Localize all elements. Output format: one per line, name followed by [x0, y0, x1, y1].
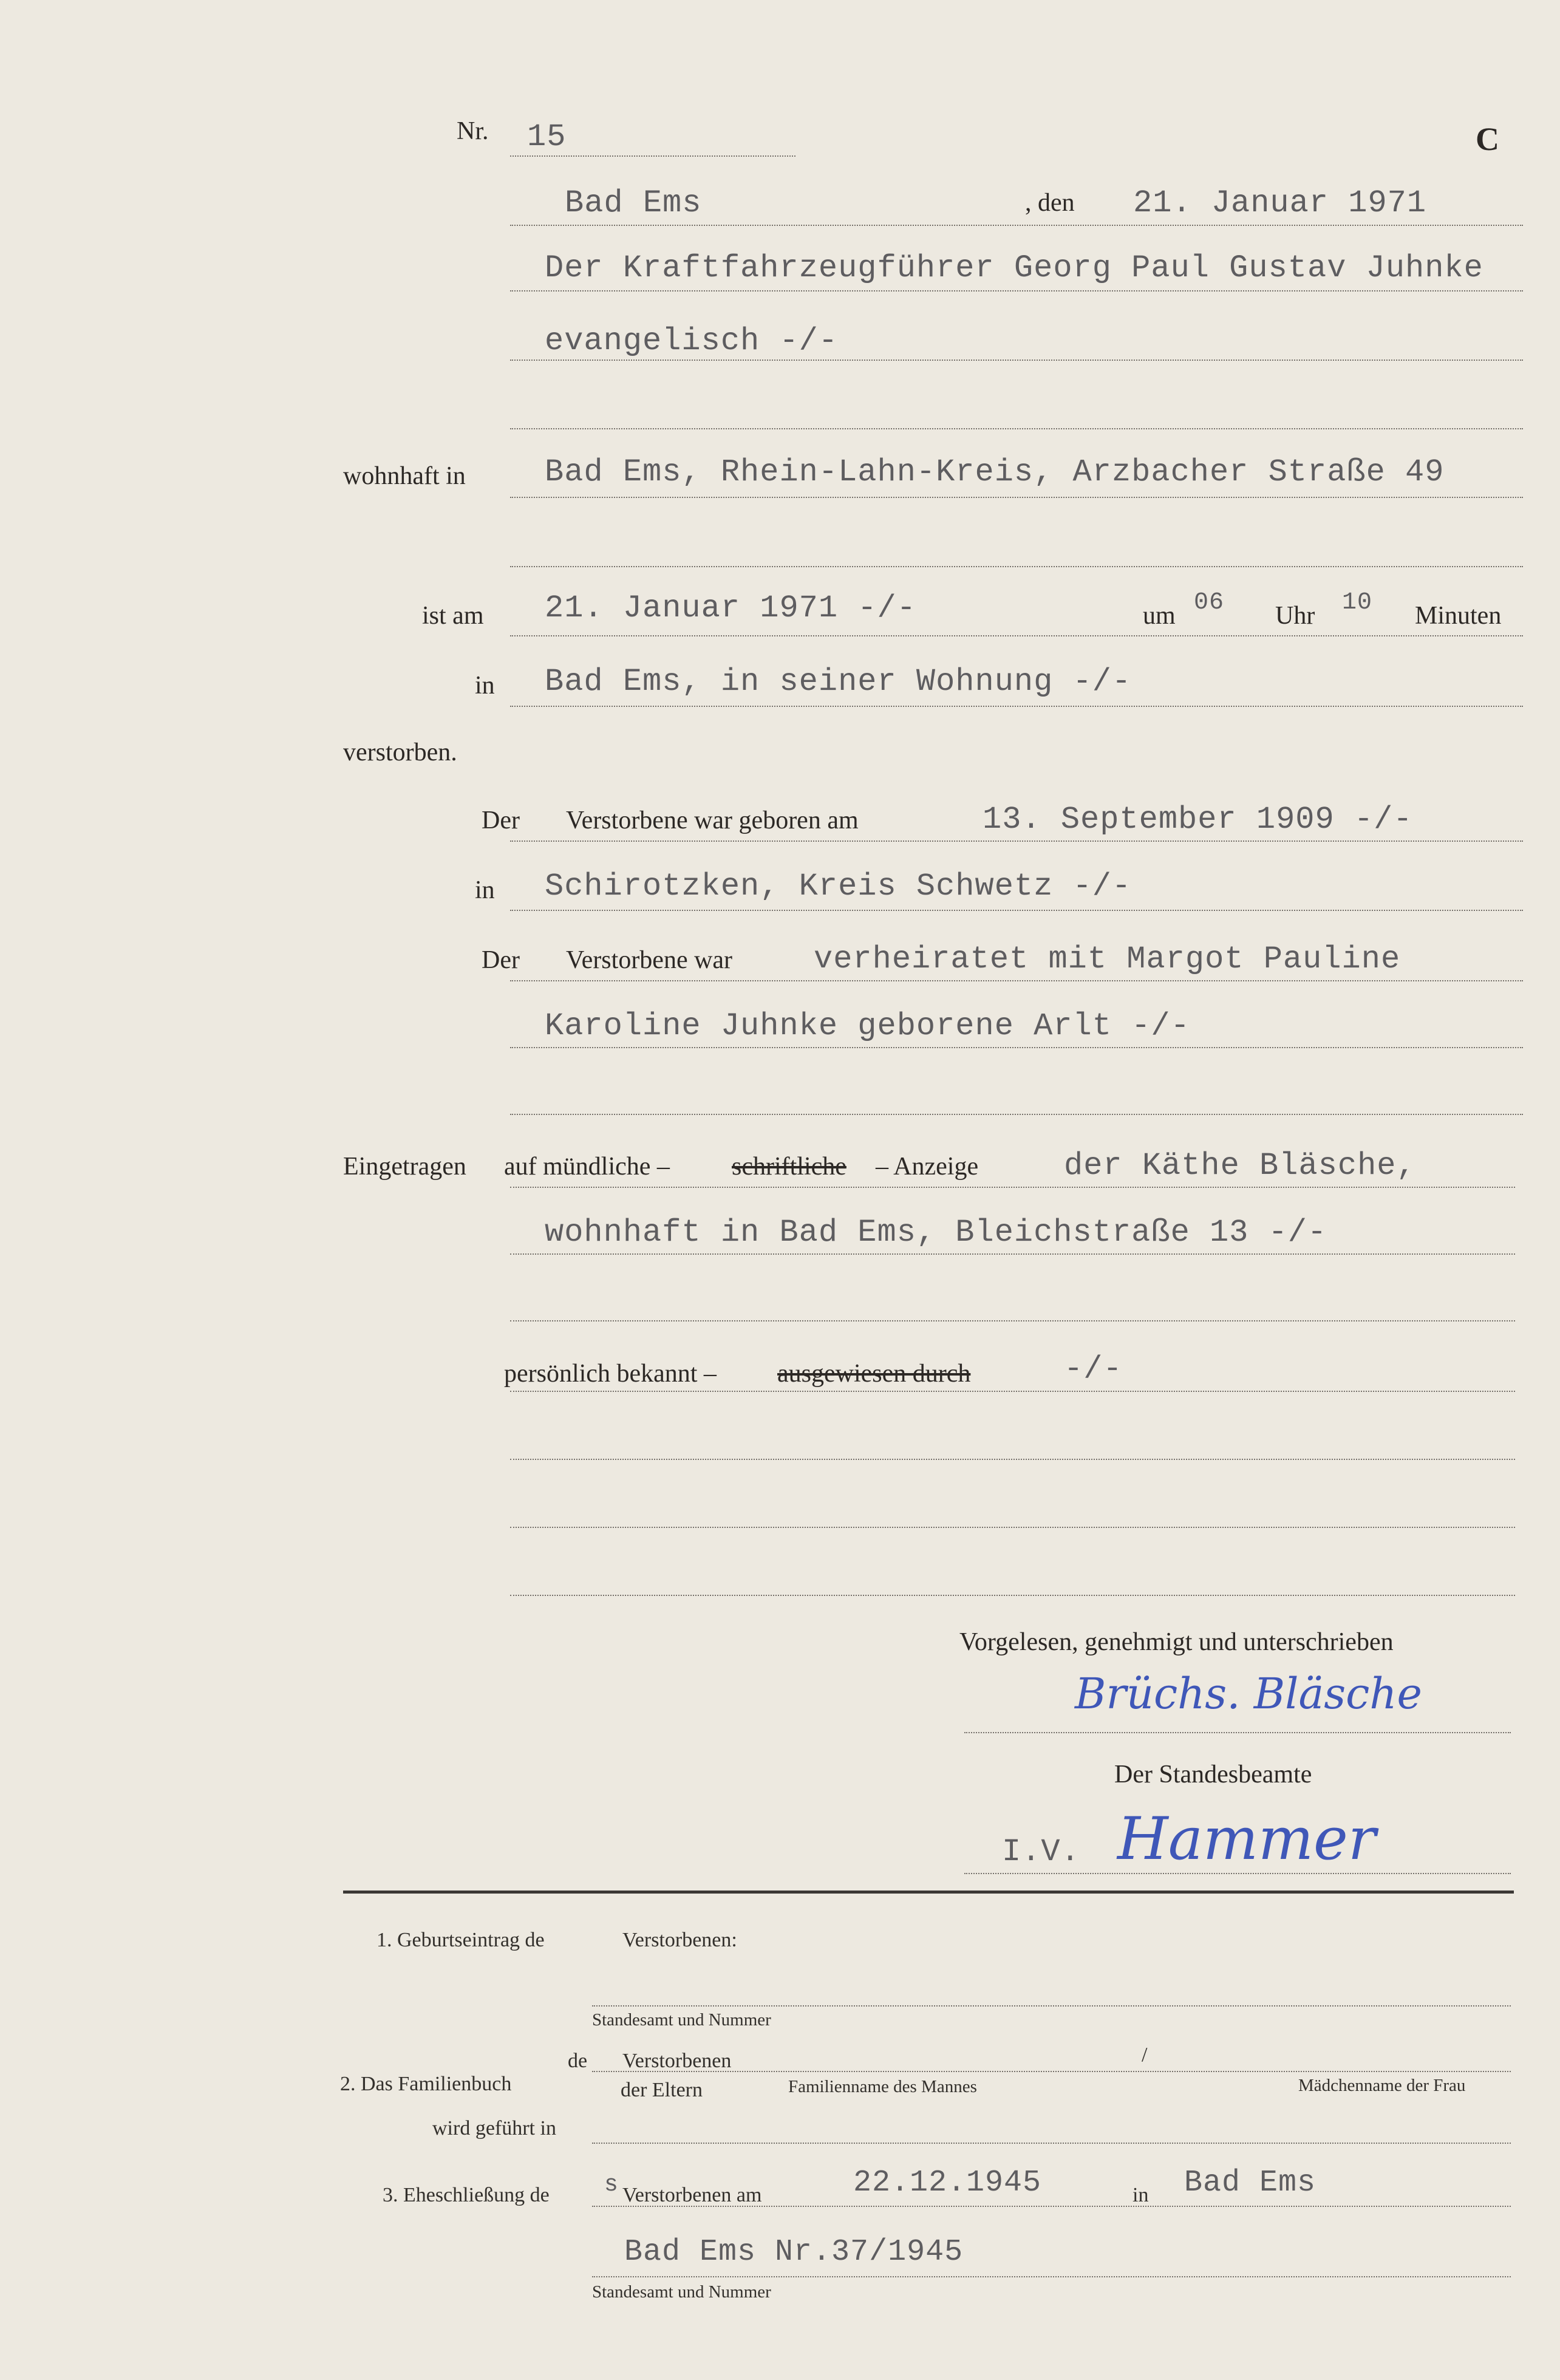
- registered-written-struck: schriftliche: [732, 1153, 846, 1181]
- note3-label: 3. Eheschließung de: [383, 2184, 550, 2206]
- date-value: 21. Januar 1971: [1133, 185, 1427, 221]
- note2-mannes: Familienname des Mannes: [788, 2077, 977, 2096]
- person-line2-rule: [510, 360, 1523, 361]
- section-divider: [343, 1891, 1514, 1894]
- note2-verstorbenen: Verstorbenen: [622, 2050, 732, 2072]
- residence-value: Bad Ems, Rhein-Lahn-Kreis, Arzbacher Straße 49: [545, 454, 1445, 490]
- note2-rule2: [592, 2143, 1511, 2144]
- note2-label: 2. Das Familienbuch: [340, 2073, 512, 2095]
- death-date-value: 21. Januar 1971 -/-: [545, 590, 916, 626]
- note2-frau: Mädchenname der Frau: [1298, 2076, 1466, 2095]
- known-label: persönlich bekannt –: [504, 1360, 717, 1388]
- note3-in: in: [1133, 2184, 1149, 2206]
- marital-label: Verstorbene war: [566, 946, 733, 974]
- standesbeamte-label: Der Standesbeamte: [1114, 1761, 1312, 1788]
- note3-place: Bad Ems: [1184, 2166, 1316, 2200]
- blank-rule-6: [510, 1527, 1515, 1528]
- person-line2: evangelisch -/-: [545, 323, 839, 359]
- marital-line2-rule: [510, 1047, 1523, 1048]
- death-place-value: Bad Ems, in seiner Wohnung -/-: [545, 664, 1132, 700]
- person-line1-rule: [510, 290, 1523, 292]
- death-place-rule: [510, 706, 1523, 707]
- note1-label: 1. Geburtseintrag de: [376, 1929, 545, 1951]
- registered-value1: der Käthe Bläsche,: [1064, 1148, 1416, 1184]
- note2-slash: /: [1142, 2044, 1148, 2066]
- note2-eltern: der Eltern: [621, 2079, 703, 2101]
- blank-rule-1: [510, 428, 1523, 429]
- uhr-label: Uhr: [1275, 602, 1315, 630]
- blank-rule-3: [510, 1114, 1523, 1115]
- signer-rule: [964, 1732, 1511, 1733]
- registered-value2: wohnhaft in Bad Ems, Bleichstraße 13 -/-: [545, 1215, 1327, 1250]
- death-in-label: in: [475, 672, 495, 700]
- birth-der-label: Der: [482, 806, 520, 834]
- person-line1: Der Kraftfahrzeugführer Georg Paul Gustav Juhnke: [545, 250, 1483, 286]
- blank-rule-5: [510, 1459, 1515, 1460]
- note2-rule1: [592, 2071, 1511, 2072]
- minuten-label: Minuten: [1415, 602, 1502, 630]
- den-label: , den: [1025, 189, 1075, 217]
- note3-date: 22.12.1945: [853, 2166, 1042, 2200]
- note3-standesamt-label: Standesamt und Nummer: [592, 2282, 771, 2302]
- birth-date-value: 13. September 1909 -/-: [983, 802, 1413, 837]
- official-rule: [964, 1873, 1511, 1874]
- note1-suffix: Verstorbenen:: [622, 1929, 737, 1951]
- place-value: Bad Ems: [565, 185, 702, 221]
- blank-rule-7: [510, 1595, 1515, 1596]
- blank-rule-2: [510, 566, 1523, 567]
- birth-date-rule: [510, 841, 1523, 842]
- residence-label: wohnhaft in: [343, 462, 466, 490]
- note1-rule: [592, 2005, 1511, 2007]
- note3-verstorbenen: Verstorbenen am: [622, 2184, 762, 2206]
- note2-gefuehrt: wird geführt in: [432, 2117, 556, 2140]
- registered-rule2: [510, 1253, 1515, 1255]
- um-label: um: [1143, 602, 1176, 630]
- nr-label: Nr.: [457, 117, 489, 145]
- marital-line2: Karoline Juhnke geborene Arlt -/-: [545, 1008, 1190, 1044]
- residence-rule: [510, 497, 1523, 498]
- marital-line1: verheiratet mit Margot Pauline: [814, 941, 1401, 977]
- note3-s: s: [604, 2172, 619, 2198]
- note1-standesamt-label: Standesamt und Nummer: [592, 2010, 771, 2030]
- known-value: -/-: [1064, 1351, 1123, 1387]
- official-signature: Hammer: [1117, 1805, 1376, 1873]
- registered-rule1: [510, 1187, 1515, 1188]
- known-struck: ausgewiesen durch: [777, 1360, 971, 1388]
- registered-oral-label: auf mündliche –: [504, 1153, 670, 1181]
- birth-in-label: in: [475, 876, 495, 904]
- note3-rule1: [592, 2206, 1511, 2207]
- verstorben-label: verstorben.: [343, 738, 457, 766]
- hour-value: 06: [1194, 589, 1225, 616]
- minute-value: 10: [1342, 589, 1373, 616]
- birth-place-rule: [510, 910, 1523, 911]
- note3-rule2: [592, 2276, 1511, 2277]
- vorgelesen-label: Vorgelesen, genehmigt und unterschrieben: [959, 1628, 1394, 1656]
- iv-label: I.V.: [1002, 1834, 1080, 1870]
- birth-label: Verstorbene war geboren am: [566, 806, 859, 834]
- registered-label: Eingetragen: [343, 1153, 466, 1181]
- note2-de: de: [568, 2050, 588, 2072]
- birth-place-value: Schirotzken, Kreis Schwetz -/-: [545, 868, 1132, 904]
- corner-letter: C: [1476, 121, 1499, 157]
- registered-anzeige-label: – Anzeige: [876, 1153, 979, 1181]
- blank-rule-4: [510, 1320, 1515, 1321]
- nr-line: [510, 155, 795, 157]
- marital-line1-rule: [510, 980, 1523, 981]
- marital-der-label: Der: [482, 946, 520, 974]
- signer-signature: Brüchs. Bläsche: [1075, 1669, 1422, 1719]
- place-date-line: [510, 225, 1523, 226]
- death-date-rule: [510, 635, 1523, 636]
- note3-standesamt-value: Bad Ems Nr.37/1945: [624, 2235, 964, 2269]
- death-date-label: ist am: [422, 602, 484, 630]
- nr-value: 15: [527, 119, 567, 155]
- known-rule: [510, 1391, 1515, 1392]
